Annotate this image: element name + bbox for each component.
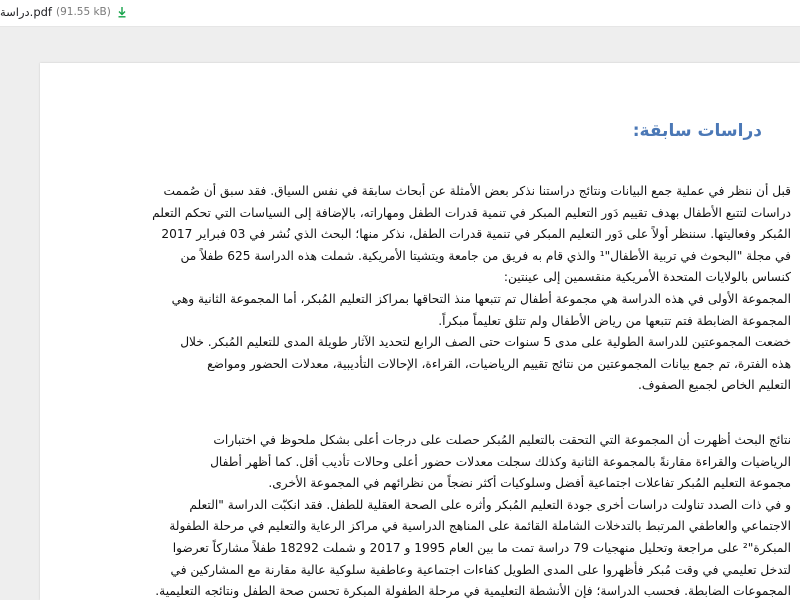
text-line: خضعت المجموعتين للدراسة الطولية على مدى 5 سنوات حتى الصف الرابع لتحديد الآثار طويلة المدى للتعليم المُبكر. خلال [180, 335, 791, 350]
text-line: التعليم الخاص لجميع الصفوف. [638, 378, 791, 393]
text-line: المُبكر وفعاليتها. سننظر أولاً على دَور التعليم المبكر في تنمية قدرات الطفل، نذكر منها؛ البحث الذي نُشر في 03 فبراير 2017 [161, 227, 791, 242]
download-file-name[interactable]: دراسة.pdf [0, 5, 52, 19]
text-line: المجموعة الأولى في هذه الدراسة هي مجموعة أطفال تم تتبعها منذ التحاقها بمراكز التعليم المُبكر، أما المجموعة الثانية وهي [171, 291, 791, 306]
section-heading: دراسات سابقة: [632, 121, 762, 141]
text-line: المبكرة"² على مراجعة وتحليل منهجيات 79 دراسة تمت ما بين العام 1995 و 2017 و شملت 18292 طفلاً مشاركاً تعرضوا [172, 540, 791, 555]
text-line: كنساس بالولايات المتحدة الأمريكية منقسمين إلى عينتين: [503, 270, 791, 285]
paragraph-block-1 [116, 181, 791, 397]
text-line: في مجلة "البحوث في تربية الأطفال"¹ والذي قام به فريق من جامعة ويتشيتا الأمريكية. شملت هذه الدراسة 625 طفلاً من [180, 248, 791, 263]
pdf-page [40, 63, 800, 600]
text-line: الاجتماعي والعاطفي المرتبط بالتدخلات الشاملة القائمة على المناهج الدراسية في مراكز الرعاية والتعليم في مرحلة الطفولة [169, 519, 791, 534]
text-line: قبل أن ننظر في عملية جمع البيانات ونتائج دراستنا نذكر بعض الأمثلة عن أبحاث سابقة في نفس السياق. فقد سبق أن صُممت [163, 184, 791, 198]
text-line: دراسات لتتبع الأطفال بهدف تقييم دَور التعليم المبكر في تنمية قدرات الطفل ومهاراته، بالإضافة إلى السياسات التي تحكم التعلم [152, 205, 791, 220]
text-line: هذه الفترة، تم جمع بيانات المجموعتين من نتائج تقييم الرياضيات، القراءة، الإحالات التأديبية، معدلات الحضور ومواضع [207, 356, 791, 371]
paragraph-block-2 [116, 430, 791, 600]
text-line: نتائج البحث أظهرت أن المجموعة التي التحقت بالتعليم المُبكر حصلت على درجات أعلى بشكل ملحوظ في اختبارات [213, 433, 791, 447]
download-bar [0, 0, 800, 27]
text-line: مجموعة التعليم المُبكر تفاعلات اجتماعية أفضل وسلوكيات أكثر نضجاً من نظرائهم في المجموعة الأخرى. [268, 476, 791, 491]
text-line: و في ذات الصدد تناولت دراسات أخرى جودة التعليم المُبكر وأثره على الصحة العقلية للطفل. فقد انكبّت الدراسة "التعلم [189, 497, 791, 512]
download-file-size: (91.55 kB) [55, 6, 111, 18]
text-line: المجموعات الضابطة. فحسب الدراسة؛ فإن الأنشطة التعليمية في مرحلة الطفولة المبكرة تحسن صحة الطفل ونتائجه التعليمية. [155, 584, 791, 599]
pdf-viewer[interactable] [0, 27, 800, 600]
text-line: الرياضيات والقراءة مقارنةً بالمجموعة الثانية وكذلك سجلت معدلات حضور أعلى وحالات تأديب أقل. كما أظهر أطفال [210, 454, 791, 469]
text-line: لتدخل تعليمي في وقت مُبكر فأظهروا على المدى الطويل كفاءات اجتماعية وعاطفية سلوكية عالية مقارنة مع المشاركين في [170, 562, 791, 577]
text-line: المجموعة الضابطة فتم تتبعها من رياض الأطفال ولم تتلق تعليماً مبكراً. [438, 313, 791, 328]
download-item[interactable] [0, 3, 127, 21]
download-arrow-icon[interactable] [117, 6, 127, 18]
